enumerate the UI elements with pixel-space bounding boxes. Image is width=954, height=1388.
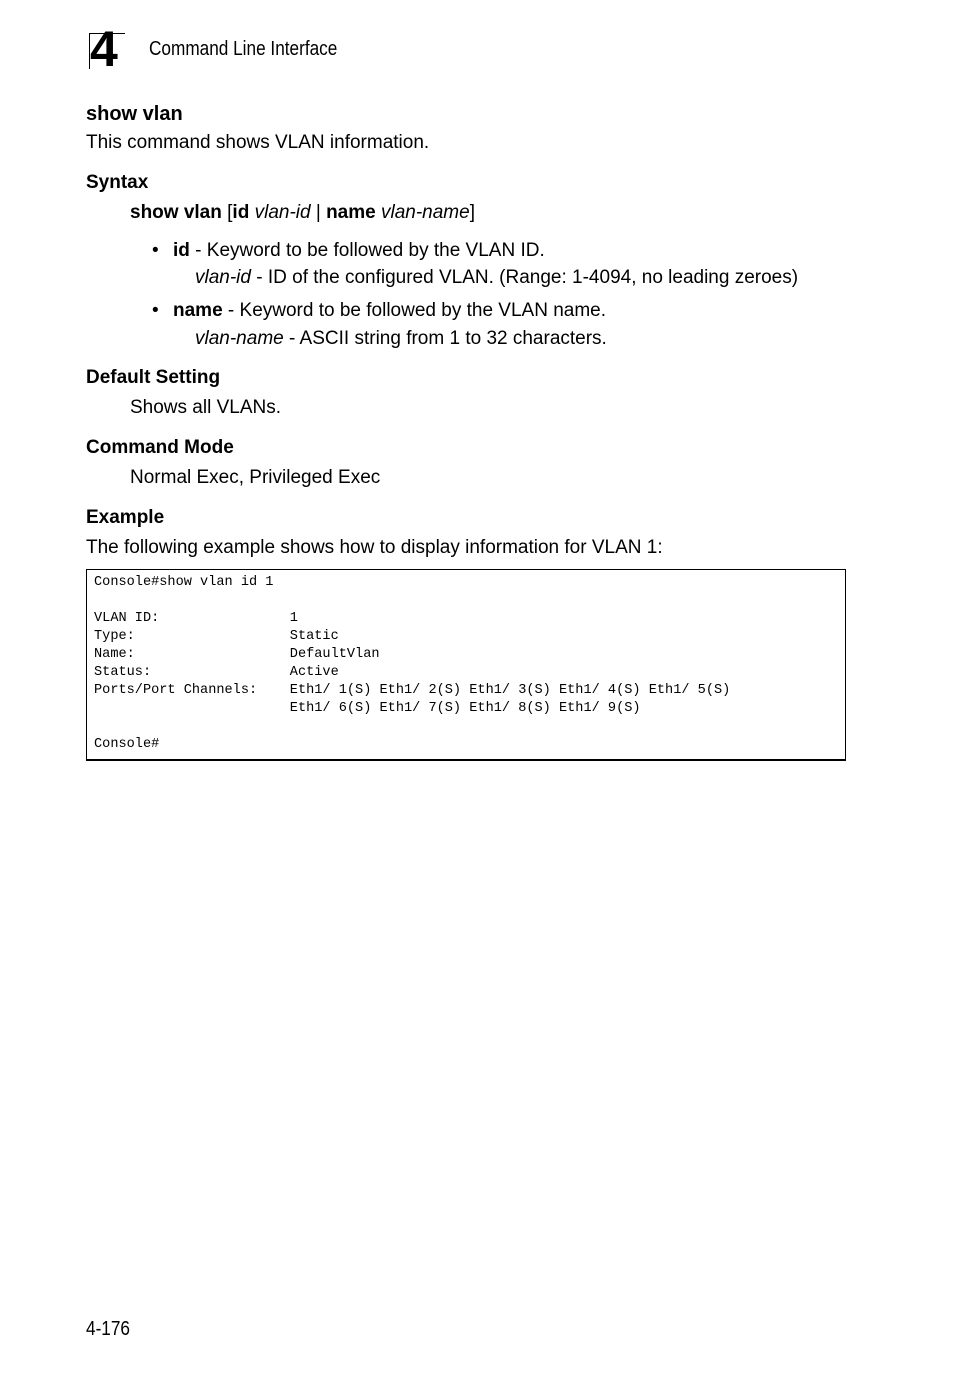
param-keyword-desc: - Keyword to be followed by the VLAN ID. (189, 240, 545, 261)
syntax-heading: Syntax (86, 172, 149, 193)
bullet-icon: • (152, 300, 159, 321)
syntax-command: show vlan (130, 202, 222, 223)
command-mode-text: Normal Exec, Privileged Exec (130, 467, 381, 488)
param-keyword: name (173, 300, 223, 321)
running-title: Command Line Interface (149, 38, 338, 60)
console-line: Type: Static (94, 629, 339, 644)
param-keyword-desc: - Keyword to be followed by the VLAN name. (222, 300, 607, 321)
page-number: 4-176 (86, 1318, 130, 1340)
console-line: Ports/Port Channels: Eth1/ 1(S) Eth1/ 2(S) Eth1/ 3(S) Eth1/ 4(S) Eth1/ 5(S) (94, 683, 731, 698)
syntax-close-bracket: ] (469, 202, 475, 223)
param-arg-desc: - ASCII string from 1 to 32 characters. (283, 328, 607, 349)
syntax-keyword-id: id (232, 202, 250, 223)
console-output-box (86, 569, 846, 761)
param-arg: vlan-name (195, 328, 284, 349)
syntax-keyword-name: name (326, 202, 376, 223)
section-title: show vlan (86, 103, 183, 125)
chapter-number: 4 (90, 21, 118, 77)
default-setting-text: Shows all VLANs. (130, 397, 282, 418)
param-keyword-line (173, 300, 606, 322)
param-arg: vlan-id (195, 267, 251, 288)
default-setting-heading: Default Setting (86, 367, 221, 388)
param-arg-line (195, 267, 798, 289)
example-intro: The following example shows how to display information for VLAN 1: (86, 537, 663, 558)
param-keyword-line (173, 240, 545, 262)
console-line: Status: Active (94, 665, 339, 680)
console-line: Console#show vlan id 1 (94, 575, 274, 590)
syntax-open-bracket: [ (221, 202, 233, 223)
syntax-arg-vlan-name: vlan-name (375, 202, 470, 223)
console-line: Eth1/ 6(S) Eth1/ 7(S) Eth1/ 8(S) Eth1/ 9(S) (94, 701, 641, 716)
syntax-line (130, 202, 475, 224)
syntax-arg-vlan-id: vlan-id (249, 202, 311, 223)
param-keyword: id (173, 240, 190, 261)
console-line: VLAN ID: 1 (94, 611, 298, 626)
console-line: Console# (94, 737, 160, 752)
syntax-pipe: | (310, 202, 327, 223)
example-heading: Example (86, 507, 165, 528)
section-description: This command shows VLAN information. (86, 132, 430, 153)
param-arg-desc: - ID of the configured VLAN. (Range: 1-4094, no leading zeroes) (250, 267, 799, 288)
command-mode-heading: Command Mode (86, 437, 234, 458)
console-line: Name: DefaultVlan (94, 647, 380, 662)
bullet-icon: • (152, 240, 159, 261)
param-arg-line (195, 328, 607, 350)
